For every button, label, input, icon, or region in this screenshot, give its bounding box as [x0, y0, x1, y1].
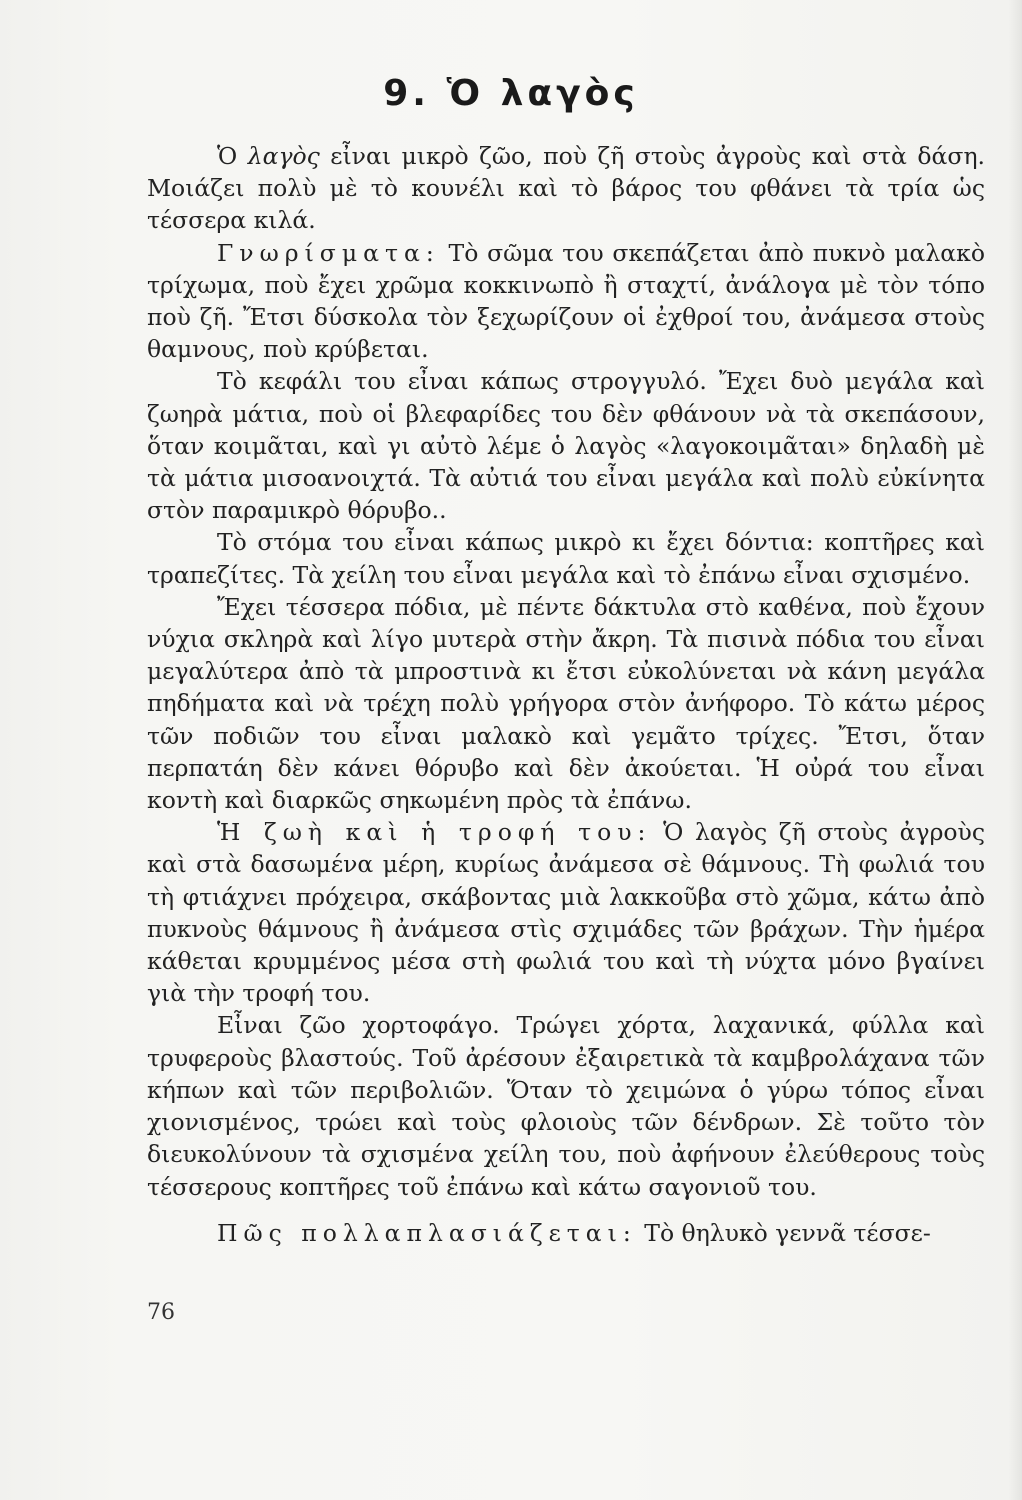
paragraph-features — [147, 237, 985, 366]
intro-text: εἶναι μικρὸ ζῶο, ποὺ ζῆ στοὺς ἀγροὺς καὶ στὰ δάση. Μοιάζει πολὺ μὲ τὸ κουνέλι καὶ τὸ βάρος του φθάνει τὰ τρία ὡς τέσσερα κιλά. — [147, 142, 985, 235]
paragraph-life — [147, 816, 985, 1009]
features-heading: Γνωρίσματα: — [217, 238, 440, 267]
chapter-title: 9. Ὁ λαγὸς — [383, 73, 639, 114]
reproduction-text: Τὸ θηλυκὸ γεννᾶ τέσσε- — [636, 1218, 931, 1247]
intro-lead: Ὁ — [217, 142, 238, 170]
reproduction-heading: Πῶς πολλαπλασιάζεται: — [217, 1218, 637, 1247]
paragraph-legs: Ἔχει τέσσερα πόδια, μὲ πέντε δάκτυλα στὸ καθένα, ποὺ ἔχουν νύχια σκληρὰ καὶ λίγο μυτερὰ στὴν ἄκρη. Τὰ πισινὰ πόδια του εἶναι μεγαλύτερα ἀπὸ τὰ μπροστινὰ κι ἔτσι εὐκολύνεται νὰ κάνη μεγάλα πηδήματα καὶ νὰ τρέχη πολὺ γρήγορα στὸν ἀνήφορο. Τὸ κάτω μέρος τῶν ποδιῶν του εἶναι μαλακὸ καὶ γεμᾶτο τρίχες. Ἔτσι, ὅταν περπατάη δὲν κάνει θόρυβο καὶ δὲν ἀκούεται. Ἡ οὐρά του εἶναι κοντὴ καὶ διαρκῶς σηκωμένη πρὸς τὰ ἐπάνω. — [147, 592, 985, 815]
paragraph-intro — [147, 140, 985, 237]
paragraph-mouth: Τὸ στόμα του εἶναι κάπως μικρὸ κι ἔχει δόντια: κοπτῆρες καὶ τραπεζίτες. Τὰ χείλη του εἶναι μεγάλα καὶ τὸ ἐπάνω εἶναι σχισμένο. — [147, 528, 985, 589]
paragraph-food: Εἶναι ζῶο χορτοφάγο. Τρώγει χόρτα, λαχανικά, φύλλα καὶ τρυφεροὺς βλαστούς. Τοῦ ἀρέσουν ἐξαιρετικὰ τὰ καμβρολάχανα τῶν κήπων καὶ τῶν περιβολιῶν. Ὅταν τὸ χειμώνα ὁ γύρω τόπος εἶναι χιονισμένος, τρώει καὶ τοὺς φλοιοὺς τῶν δένδρων. Σὲ τοῦτο τὸν διευκολύνουν τὰ σχισμένα χείλη του, ποὺ ἀφήνουν ἐλεύθερους τοὺς τέσσερους κοπτῆρες τοῦ ἐπάνω καὶ κάτω σαγονιοῦ του. — [147, 1011, 985, 1201]
page-number: 76 — [147, 1300, 175, 1325]
life-heading: Ἡ ζωὴ καὶ ἡ τροφή του: — [217, 818, 652, 847]
features-text: Τὸ σῶμα του σκεπάζεται ἀπὸ πυκνὸ μαλακὸ τρίχωμα, ποὺ ἔχει χρῶμα κοκκινωπὸ ἢ σταχτί, ἀνάλογα μὲ τὸν τόπο ποὺ ζῆ. Ἔτσι δύσκολα τὸν ξεχωρίζουν οἱ ἐχθροί του, ἀνάμεσα στοὺς θαμνους, ποὺ κρύβεται. — [147, 238, 985, 364]
paragraph-head: Τὸ κεφάλι του εἶναι κάπως στρογγυλό. Ἔχει δυὸ μεγάλα καὶ ζωηρὰ μάτια, ποὺ οἱ βλεφαρίδες του δὲν φθάνουν νὰ τὰ σκεπάσουν, ὅταν κοιμᾶται, καὶ γι αὐτὸ λέμε ὁ λαγὸς «λαγοκοιμᾶται» δηλαδὴ μὲ τὰ μάτια μισοανοιχτά. Τὰ αὐτιά του εἶναι μεγάλα καὶ πολὺ εὐκίνητα στὸν παραμικρὸ θόρυβο.. — [147, 367, 985, 525]
chapter-body — [147, 140, 985, 1249]
intro-italic-word: λαγὸς — [247, 142, 320, 170]
life-text: Ὁ λαγὸς ζῆ στοὺς ἀγροὺς καὶ στὰ δασωμένα μέρη, κυρίως ἀνάμεσα σὲ θάμνους. Τὴ φωλιά του τὴ φτιάχνει πρόχειρα, σκάβοντας μιὰ λακκοῦβα στὸ χῶμα, κάτω ἀπὸ πυκνοὺς θάμνους ἢ ἀνάμεσα στὶς σχιμάδες τῶν βράχων. Τὴν ἡμέρα κάθεται κρυμμένος μέσα στὴ φωλιά του καὶ τὴ νύχτα μόνο βγαίνει γιὰ τὴν τροφή του. — [147, 818, 985, 1008]
page-edge-shadow — [1008, 0, 1022, 1500]
paragraph-reproduction — [147, 1217, 985, 1249]
